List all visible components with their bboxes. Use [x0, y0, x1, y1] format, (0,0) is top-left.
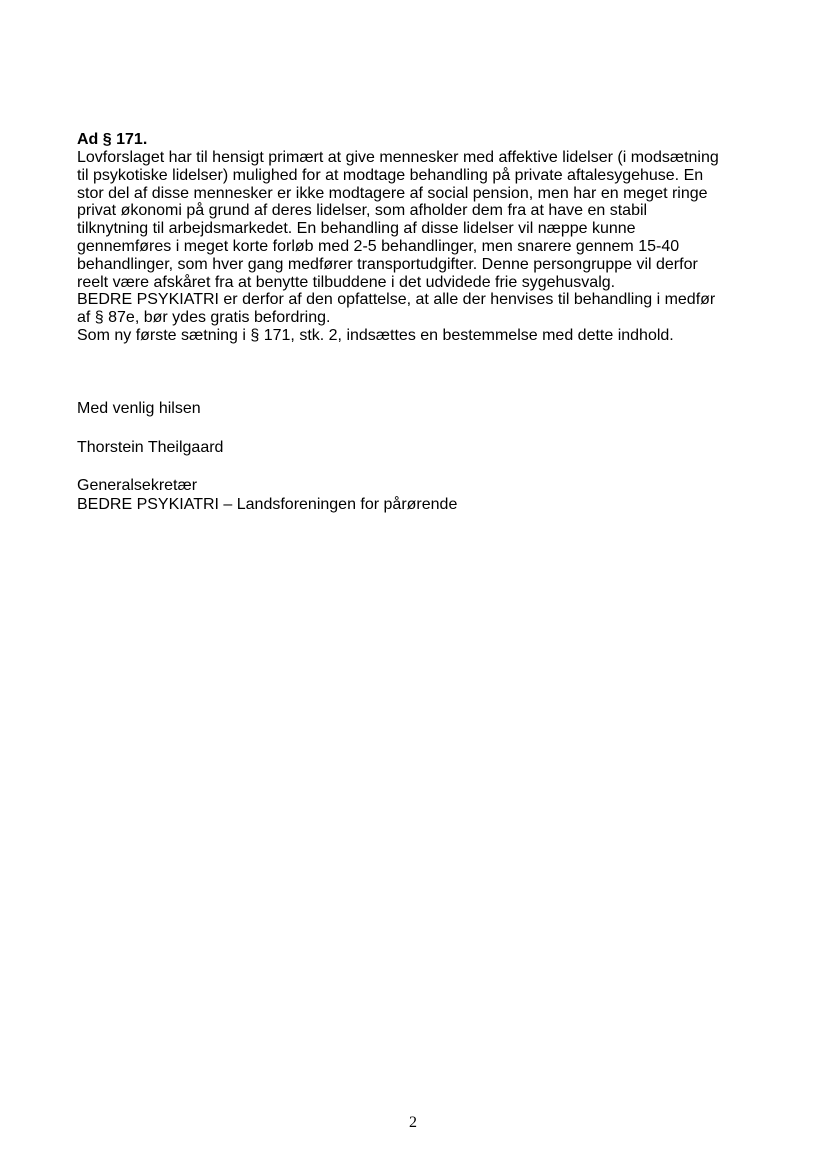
page-number: 2	[409, 1114, 417, 1131]
body-line: til psykotiske lidelser) mulighed for at modtage behandling på private aftalesygehuse. En	[77, 166, 704, 184]
body-line: reelt være afskåret fra at benytte tilbuddene i det udvidede frie sygehusvalg.	[77, 273, 616, 291]
body-line: Lovforslaget har til hensigt primært at give mennesker med affektive lidelser (i modsætning	[77, 149, 719, 166]
closing-greeting: Med venlig hilsen	[77, 400, 201, 417]
body-line: BEDRE PSYKIATRI er derfor af den opfattelse, at alle der henvises til behandling i medfør	[77, 291, 716, 309]
body-line: Som ny første sætning i § 171, stk. 2, indsættes en bestemmelse med dette indhold.	[77, 326, 674, 344]
signatory-title: Generalsekretær	[77, 477, 198, 494]
body-line: stor del af disse mennesker er ikke modtagere af social pension, men har en meget ringe	[77, 184, 708, 202]
body-line: behandlinger, som hver gang medfører transportudgifter. Denne persongruppe vil derfor	[77, 255, 698, 273]
signatory-name: Thorstein Theilgaard	[77, 439, 224, 456]
section-heading: Ad § 171.	[77, 131, 148, 148]
body-line: af § 87e, bør ydes gratis befordring.	[77, 309, 331, 327]
body-line: gennemføres i meget korte forløb med 2-5 behandlinger, men snarere gennem 15-40	[77, 237, 680, 255]
section-ad-171	[77, 131, 757, 345]
body-line: tilknytning til arbejdsmarkedet. En behandling af disse lidelser vil næppe kunne	[77, 220, 636, 238]
body-line: privat økonomi på grund af deres lidelser, som afholder dem fra at have en stabil	[77, 202, 648, 220]
signatory-organization: BEDRE PSYKIATRI – Landsforeningen for pårørende	[77, 496, 458, 513]
